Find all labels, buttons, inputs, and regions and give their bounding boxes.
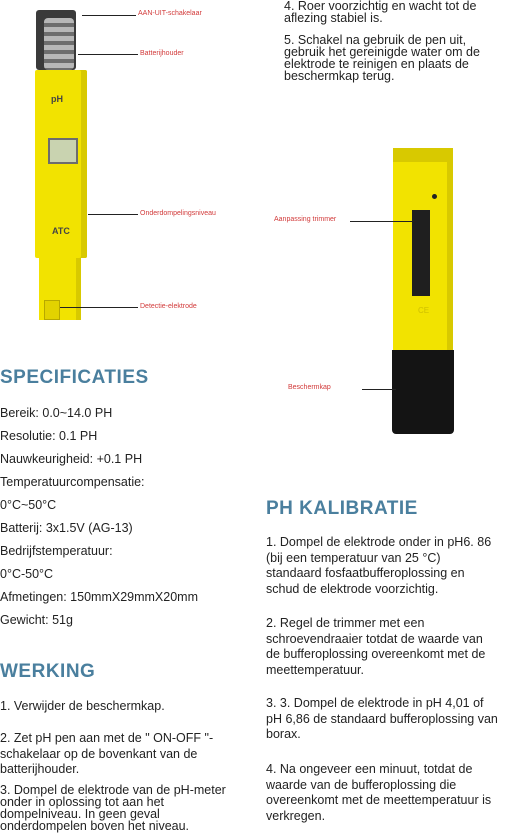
leader-line <box>82 15 136 16</box>
protective-cap <box>392 350 454 434</box>
spec-item: Gewicht: 51g <box>0 613 73 627</box>
werking-step-3: 3. Dompel de elektrode van de pH-meter onder in oplossing tot aan het dompelniveau. In geen geval onderdompelen boven het niveau. <box>0 783 226 833</box>
spec-item: Resolutie: 0.1 PH <box>0 429 98 443</box>
werking-heading: WERKING <box>0 661 96 682</box>
kalibratie-heading: PH KALIBRATIE <box>266 498 418 519</box>
werking-step-2: 2. Zet pH pen aan met de " ON-OFF "-schakelaar op de bovenkant van de batterijhouder. <box>0 731 214 776</box>
callout-electrode: Detectie-elektrode <box>140 303 197 310</box>
kalibratie-step-3: 3. 3. Dompel de elektrode in pH 4,01 of pH 6,86 de standaard bufferoplossing van borax. <box>266 696 498 741</box>
meter-atc-label: ATC <box>52 226 70 236</box>
callout-on-off: AAN-UIT-schakelaar <box>138 10 202 17</box>
step-4-text: 4. Roer voorzichtig en wacht tot de aflezing stabiel is. <box>284 0 477 25</box>
spec-item: Bereik: 0.0~14.0 PH <box>0 406 113 420</box>
callout-trimmer: Aanpassing trimmer <box>274 216 337 223</box>
meter-ph-label: pH <box>51 94 63 104</box>
kalibratie-step-2: 2. Regel de trimmer met een schroevendraaier totdat de waarde van de bufferoplossing overeenkomt met de meettemperatuur. <box>266 616 486 677</box>
kalibratie-step-1: 1. Dompel de elektrode onder in pH6. 86 (bij een temperatuur van 25 °C) standaard fosfaatbufferoplossing en schud de elektrode voorzichtig. <box>266 535 492 596</box>
leader-line <box>350 221 414 222</box>
callout-immersion: Onderdompelingsniveau <box>140 210 216 217</box>
trimmer-slot <box>412 210 430 296</box>
callout-cap: Beschermkap <box>288 384 331 391</box>
spec-item: Nauwkeurigheid: +0.1 PH <box>0 452 143 466</box>
spec-item: Batterij: 3x1.5V (AG-13) <box>0 521 133 535</box>
electrode-tip <box>44 300 60 320</box>
kalibratie-step-4: 4. Na ongeveer een minuut, totdat de waarde van de bufferoplossing die overeenkomt met de meettemperatuur is verkregen. <box>266 762 492 823</box>
callout-battery: Batterijhouder <box>140 50 184 57</box>
step-5-text: 5. Schakel na gebruik de pen uit, gebruik het gereinigde water om de elektrode te reinigen en plaats de beschermkap terug. <box>284 33 480 83</box>
specificaties-heading: SPECIFICATIES <box>0 367 149 388</box>
leader-line <box>78 54 138 55</box>
spec-item: Temperatuurcompensatie: <box>0 475 145 489</box>
spec-item: 0°C-50°C <box>0 567 54 581</box>
meter-top-edge <box>393 148 453 162</box>
leader-line <box>88 214 138 215</box>
ce-mark: CE <box>418 306 430 315</box>
battery-holder-image <box>44 18 74 70</box>
trimmer-dot <box>432 194 437 199</box>
spec-item: Afmetingen: 150mmX29mmX20mm <box>0 590 198 604</box>
leader-line <box>362 389 396 390</box>
leader-line <box>60 307 138 308</box>
spec-item: 0°C~50°C <box>0 498 57 512</box>
spec-item: Bedrijfstemperatuur: <box>0 544 113 558</box>
lcd-display <box>48 138 78 164</box>
werking-step-1: 1. Verwijder de beschermkap. <box>0 699 165 713</box>
